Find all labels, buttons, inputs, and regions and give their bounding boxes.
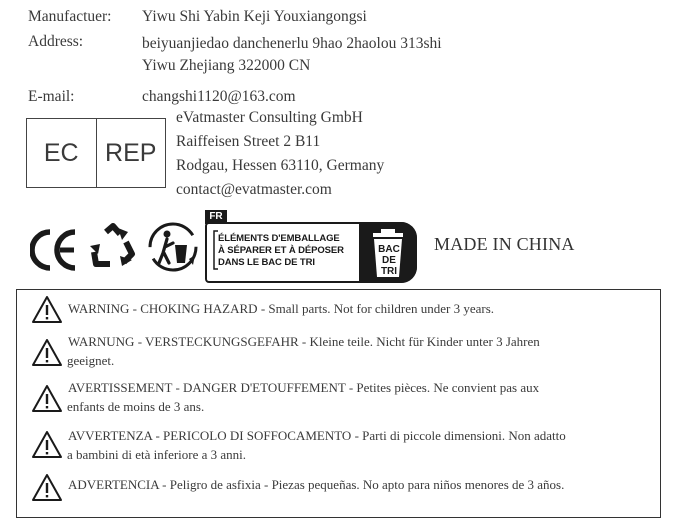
manufacturer-value: Yiwu Shi Yabin Keji Youxiangongsi <box>142 8 367 25</box>
bin-line-3: TRI <box>380 266 398 277</box>
warning-fr <box>68 378 656 416</box>
ec-rep-email: contact@evatmaster.com <box>176 181 332 198</box>
warning-triangle-icon <box>31 430 63 459</box>
warning-triangle-icon <box>31 295 63 324</box>
warning-en-line-1: WARNING - CHOKING HAZARD - Small parts. Not for children under 3 years. <box>68 301 495 316</box>
bin-line-2: DE <box>382 255 396 266</box>
warning-triangle-icon <box>31 473 63 502</box>
triman-line-1: ÉLÉMENTS D'EMBALLAGE <box>218 233 340 244</box>
warning-es <box>68 475 656 494</box>
warning-it-line-1: AVVERTENZA - PERICOLO DI SOFFOCAMENTO - Parti di piccole dimensioni. Non adatto <box>68 428 566 443</box>
bin-line-1: BAC <box>378 244 400 255</box>
recycle-arrows-icon <box>88 222 138 272</box>
sorting-bin-block <box>359 222 417 283</box>
email-value: changshi1120@163.com <box>142 88 296 105</box>
triman-line-2: À SÉPARER ET À DÉPOSER <box>218 245 344 256</box>
manufacturer-label: Manufactuer: <box>28 8 112 25</box>
warnings-box <box>16 289 661 518</box>
triman-text <box>218 233 358 269</box>
rep-badge-label: REP <box>96 119 166 187</box>
email-label: E-mail: <box>28 88 75 105</box>
triman-country: FR <box>205 210 227 224</box>
warning-fr-line-2: enfants de moins de 3 ans. <box>67 399 205 414</box>
warning-es-line-1: ADVERTENCIA - Peligro de asfixia - Piezas pequeñas. No apto para niños menores de 3 años. <box>68 477 565 492</box>
warning-it <box>68 426 656 464</box>
warning-en <box>68 299 656 318</box>
ec-rep-street: Raiffeisen Street 2 B11 <box>176 133 321 150</box>
ec-rep-badge <box>26 118 166 188</box>
made-in-label: MADE IN CHINA <box>434 234 575 254</box>
triman-sorting-label <box>205 210 419 284</box>
address-line-2: Yiwu Zhejiang 322000 CN <box>142 57 311 74</box>
triman-line-3: DANS LE BAC DE TRI <box>218 257 315 268</box>
ec-rep-city: Rodgau, Hessen 63110, Germany <box>176 157 385 174</box>
ec-rep-company: eVatmaster Consulting GmbH <box>176 109 363 126</box>
address-label: Address: <box>28 33 84 50</box>
warning-de-line-1: WARNUNG - VERSTECKUNGSGEFAHR - Kleine teile. Nicht für Kinder unter 3 Jahren <box>68 334 540 349</box>
tidyman-icon <box>147 221 199 273</box>
warning-fr-line-1: AVERTISSEMENT - DANGER D'ETOUFFEMENT - Petites pièces. Ne convient pas aux <box>68 380 540 395</box>
warning-it-line-2: a bambini di età inferiore a 3 anni. <box>67 447 247 462</box>
warning-de-line-2: geeignet. <box>67 353 115 368</box>
warning-de <box>68 332 656 370</box>
sorting-bin-text <box>373 244 405 277</box>
ce-mark-icon <box>30 229 78 271</box>
address-line-1: beiyuanjiedao danchenerlu 9hao 2haolou 313shi <box>142 35 442 52</box>
ec-badge-label: EC <box>43 138 79 167</box>
warning-triangle-icon <box>31 384 63 413</box>
warning-triangle-icon <box>31 338 63 367</box>
